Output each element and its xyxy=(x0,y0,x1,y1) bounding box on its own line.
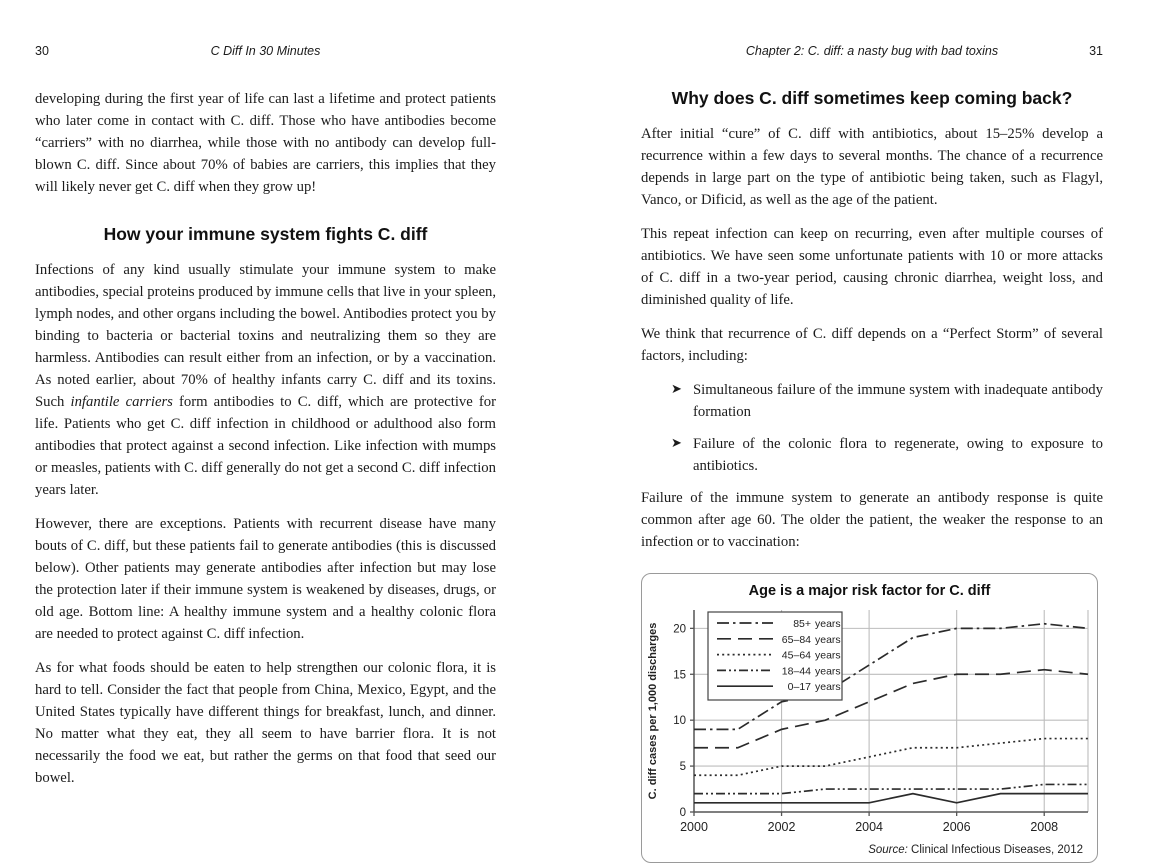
source-text: Clinical Infectious Diseases, 2012 xyxy=(907,844,1083,856)
chart-figure xyxy=(641,573,1098,863)
svg-text:85+: 85+ xyxy=(793,618,811,630)
chart-source xyxy=(868,844,1083,856)
svg-text:45–64: 45–64 xyxy=(781,649,811,662)
book-title-header: C Diff In 30 Minutes xyxy=(210,44,321,58)
svg-text:years: years xyxy=(815,649,841,662)
italic-phrase: infantile carriers xyxy=(70,394,173,410)
left-running-header xyxy=(35,44,496,64)
section-heading-recurrence: Why does C. diff sometimes keep coming back? xyxy=(671,88,1073,108)
page-number-left: 30 xyxy=(35,44,49,58)
section-heading-immune: How your immune system fights C. diff xyxy=(103,224,428,244)
left-page xyxy=(35,0,496,868)
chart-title: Age is a major risk factor for C. diff xyxy=(748,583,991,599)
svg-text:2006: 2006 xyxy=(942,820,971,834)
svg-text:years: years xyxy=(815,665,841,678)
paragraph-text: Infections of any kind usually stimulate your immune system to make antibodies, special proteins produced by immune cells that live in your spleen, lymph nodes, and other organs including the bowel. Antibodies protect you by binding to bacteria or bacterial toxins and neutralizing them so they are harmless. Antibodies can result either from an infection, or by a vaccination. As noted earlier, about 70% of healthy infants carry C. diff and its toxins. Such xyxy=(35,262,496,410)
svg-text:10: 10 xyxy=(673,715,686,728)
paragraph: As for what foods should be eaten to help strengthen our colonic flora, it is hard to tell. Consider the fact that people from China, Mexico, Egypt, and the United States typically have different things for breakfast, lunch, and dinner. No matter what they eat, they all seem to have barrier flora. It is not necessarily the food we eat, but rather the germs on that food that seed our bowel. xyxy=(35,660,496,786)
paragraph: After initial “cure” of C. diff with antibiotics, about 15–25% develop a recurrence within a few days to several months. The chance of a recurrence depends in large part on the type of antibiotic being taken, such as Flagyl, Vanco, or Dificid, as well as the age of the patient. xyxy=(641,126,1103,208)
svg-text:2000: 2000 xyxy=(680,820,708,834)
paragraph: However, there are exceptions. Patients with recurrent disease have many bouts of C. diff, but these patients fail to generate antibodies (this is discussed below). Other patients may generate antibodies after infection but may lose the protection later if their immune system is weakened by diseases, drugs, or old age. Bottom line: A healthy immune system and a healthy colonic flora are needed to protect against C. diff infection. xyxy=(35,516,496,642)
svg-text:65–84: 65–84 xyxy=(781,633,811,646)
paragraph-text: form antibodies to C. diff, which are protective for life. Patients who get C. diff infection in childhood or adulthood also form antibodies that protect against a second infection. Like infection with mumps or measles, patients with C. diff generally do not get a second C. diff infection years later. xyxy=(35,394,497,498)
svg-text:0: 0 xyxy=(679,807,686,819)
svg-text:20: 20 xyxy=(673,623,686,636)
right-running-header xyxy=(641,44,1103,64)
list-item xyxy=(641,379,1103,423)
chapter-title-header: Chapter 2: C. diff: a nasty bug with bad toxins xyxy=(745,44,999,58)
paragraph: We think that recurrence of C. diff depends on a “Perfect Storm” of several factors, including: xyxy=(641,326,1103,364)
paragraph xyxy=(35,259,496,501)
svg-text:2004: 2004 xyxy=(855,820,884,834)
arrow-bullet-icon: ➤ xyxy=(671,382,682,397)
svg-text:C. diff cases per 1,000 discha: C. diff cases per 1,000 discharges xyxy=(647,622,659,800)
page-number-right: 31 xyxy=(1089,44,1103,58)
svg-text:15: 15 xyxy=(673,669,686,682)
list-item xyxy=(641,433,1103,477)
svg-text:2002: 2002 xyxy=(767,820,796,834)
svg-text:years: years xyxy=(815,618,841,630)
svg-text:years: years xyxy=(815,633,841,646)
paragraph: Failure of the immune system to generate an antibody response is quite common after age 60. The older the patient, the weaker the response to an infection or to vaccination: xyxy=(641,490,1103,550)
svg-text:0–17: 0–17 xyxy=(787,681,811,694)
source-label: Source: xyxy=(868,844,908,856)
svg-text:2008: 2008 xyxy=(1030,820,1059,834)
paragraph: This repeat infection can keep on recurring, even after multiple courses of antibiotics. We have seen some unfortunate patients with 10 or more attacks of C. diff in a two-year period, causing chronic diarrhea, weight loss, and diminished quality of life. xyxy=(641,226,1103,308)
svg-text:18–44: 18–44 xyxy=(781,665,811,678)
arrow-bullet-icon: ➤ xyxy=(671,436,682,451)
svg-text:5: 5 xyxy=(679,761,686,774)
list-item-text: Simultaneous failure of the immune system with inadequate antibody formation xyxy=(693,382,1103,420)
age-risk-chart xyxy=(642,602,1097,848)
list-item-text: Failure of the colonic flora to regenerate, owing to exposure to antibiotics. xyxy=(693,436,1103,474)
right-page xyxy=(641,0,1103,868)
svg-text:years: years xyxy=(815,681,841,694)
paragraph: developing during the first year of life can last a lifetime and protect patients who later come in contact with C. diff. Those who have antibodies become “carriers” with no diarrhea, while those with no antibody can develop full-blown C. diff. Since about 70% of babies are carriers, this implies that they will likely never get C. diff when they grow up! xyxy=(35,91,496,195)
